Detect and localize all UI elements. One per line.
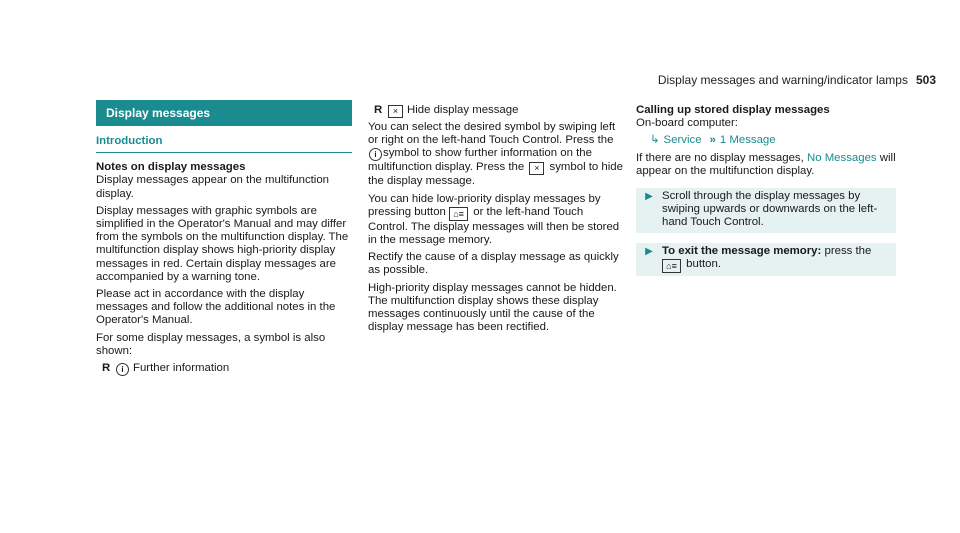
paragraph [636,152,896,178]
action-step [636,188,896,233]
column-2 [368,100,624,338]
path-arrow-icon: ↳ [650,134,660,147]
paragraph: Display messages appear on the multifunction display. [96,174,330,200]
subheading-introduction: Introduction [96,131,352,153]
list-item [374,104,624,118]
column-3 [636,100,896,276]
paragraph [368,193,624,248]
text-span: press the [824,244,872,257]
action-triangle-icon: ▶ [645,245,653,257]
bullet-marker: R [374,104,383,116]
home-button-icon: ⌂≡ [449,207,468,221]
bullet-marker: R [102,362,111,375]
paragraph: Rectify the cause of a display message as quickly as possible. [368,251,619,277]
paragraph [368,121,624,189]
menu-path-service: Service [663,134,702,147]
menu-path [650,134,896,147]
action-text [662,243,896,276]
home-button-icon: ⌂≡ [662,259,681,273]
action-text: Scroll through the display messages by swiping upwards or downwards on the left-hand Touch Control. [662,190,878,229]
paragraph: High-priority display messages cannot be hidden. The multifunction display shows these display messages continuously until the cause of the display message has been rectified. [368,281,617,334]
section-title: Display messages [96,100,352,126]
text-span: You can select the desired symbol by swiping left or right on the left-hand Touch Control. Press the [368,121,616,147]
info-icon: i [369,148,382,161]
page-header-title: Display messages and warning/indicator lamps [657,73,908,87]
info-icon: i [116,363,129,376]
list-item-text: Hide display message [407,104,519,116]
stored-messages-title: Calling up stored display messages [636,104,830,116]
text-span: or the left-hand Touch Control. The display messages will then be stored in the message memory. [368,205,620,247]
text-span: If there are no display messages, [636,151,804,164]
paragraph: For some display messages, a symbol is also shown: [96,331,326,357]
onboard-label: On-board computer: [636,117,738,130]
action-bold-text: To exit the message memory: [662,244,822,257]
text-span: will appear on the multifunction display. [636,151,896,177]
text-span: You can hide low-priority display messages by pressing button [368,192,601,218]
no-messages-label: No Messages [806,151,877,164]
action-step [636,243,896,276]
paragraph: Please act in accordance with the display messages and follow the additional notes in the Operator's Manual. [96,288,336,327]
list-item-text: Further information [133,362,230,375]
page-number: 503 [915,73,936,87]
text-span: symbol to show further information on the multifunction display. Press the [368,147,592,174]
paragraph: Display messages with graphic symbols are simplified in the Operator's Manual and may differ from the symbols on the multifunction display. The multifunction display shows high-priority display messages in red. Certain display messages are accompanied by a warning tone. [96,204,349,283]
chevron-icon: » [709,134,716,147]
action-triangle-icon: ▶ [645,191,653,203]
menu-path-message: 1 Message [719,134,776,147]
list-item [102,362,352,376]
text-span: button. [686,257,722,270]
column-1 [96,100,352,379]
notes-title: Notes on display messages [96,161,246,174]
close-icon: × [388,105,403,118]
close-icon: × [529,162,544,175]
page-header [658,74,936,87]
text-span: symbol to hide the display message. [368,161,623,188]
